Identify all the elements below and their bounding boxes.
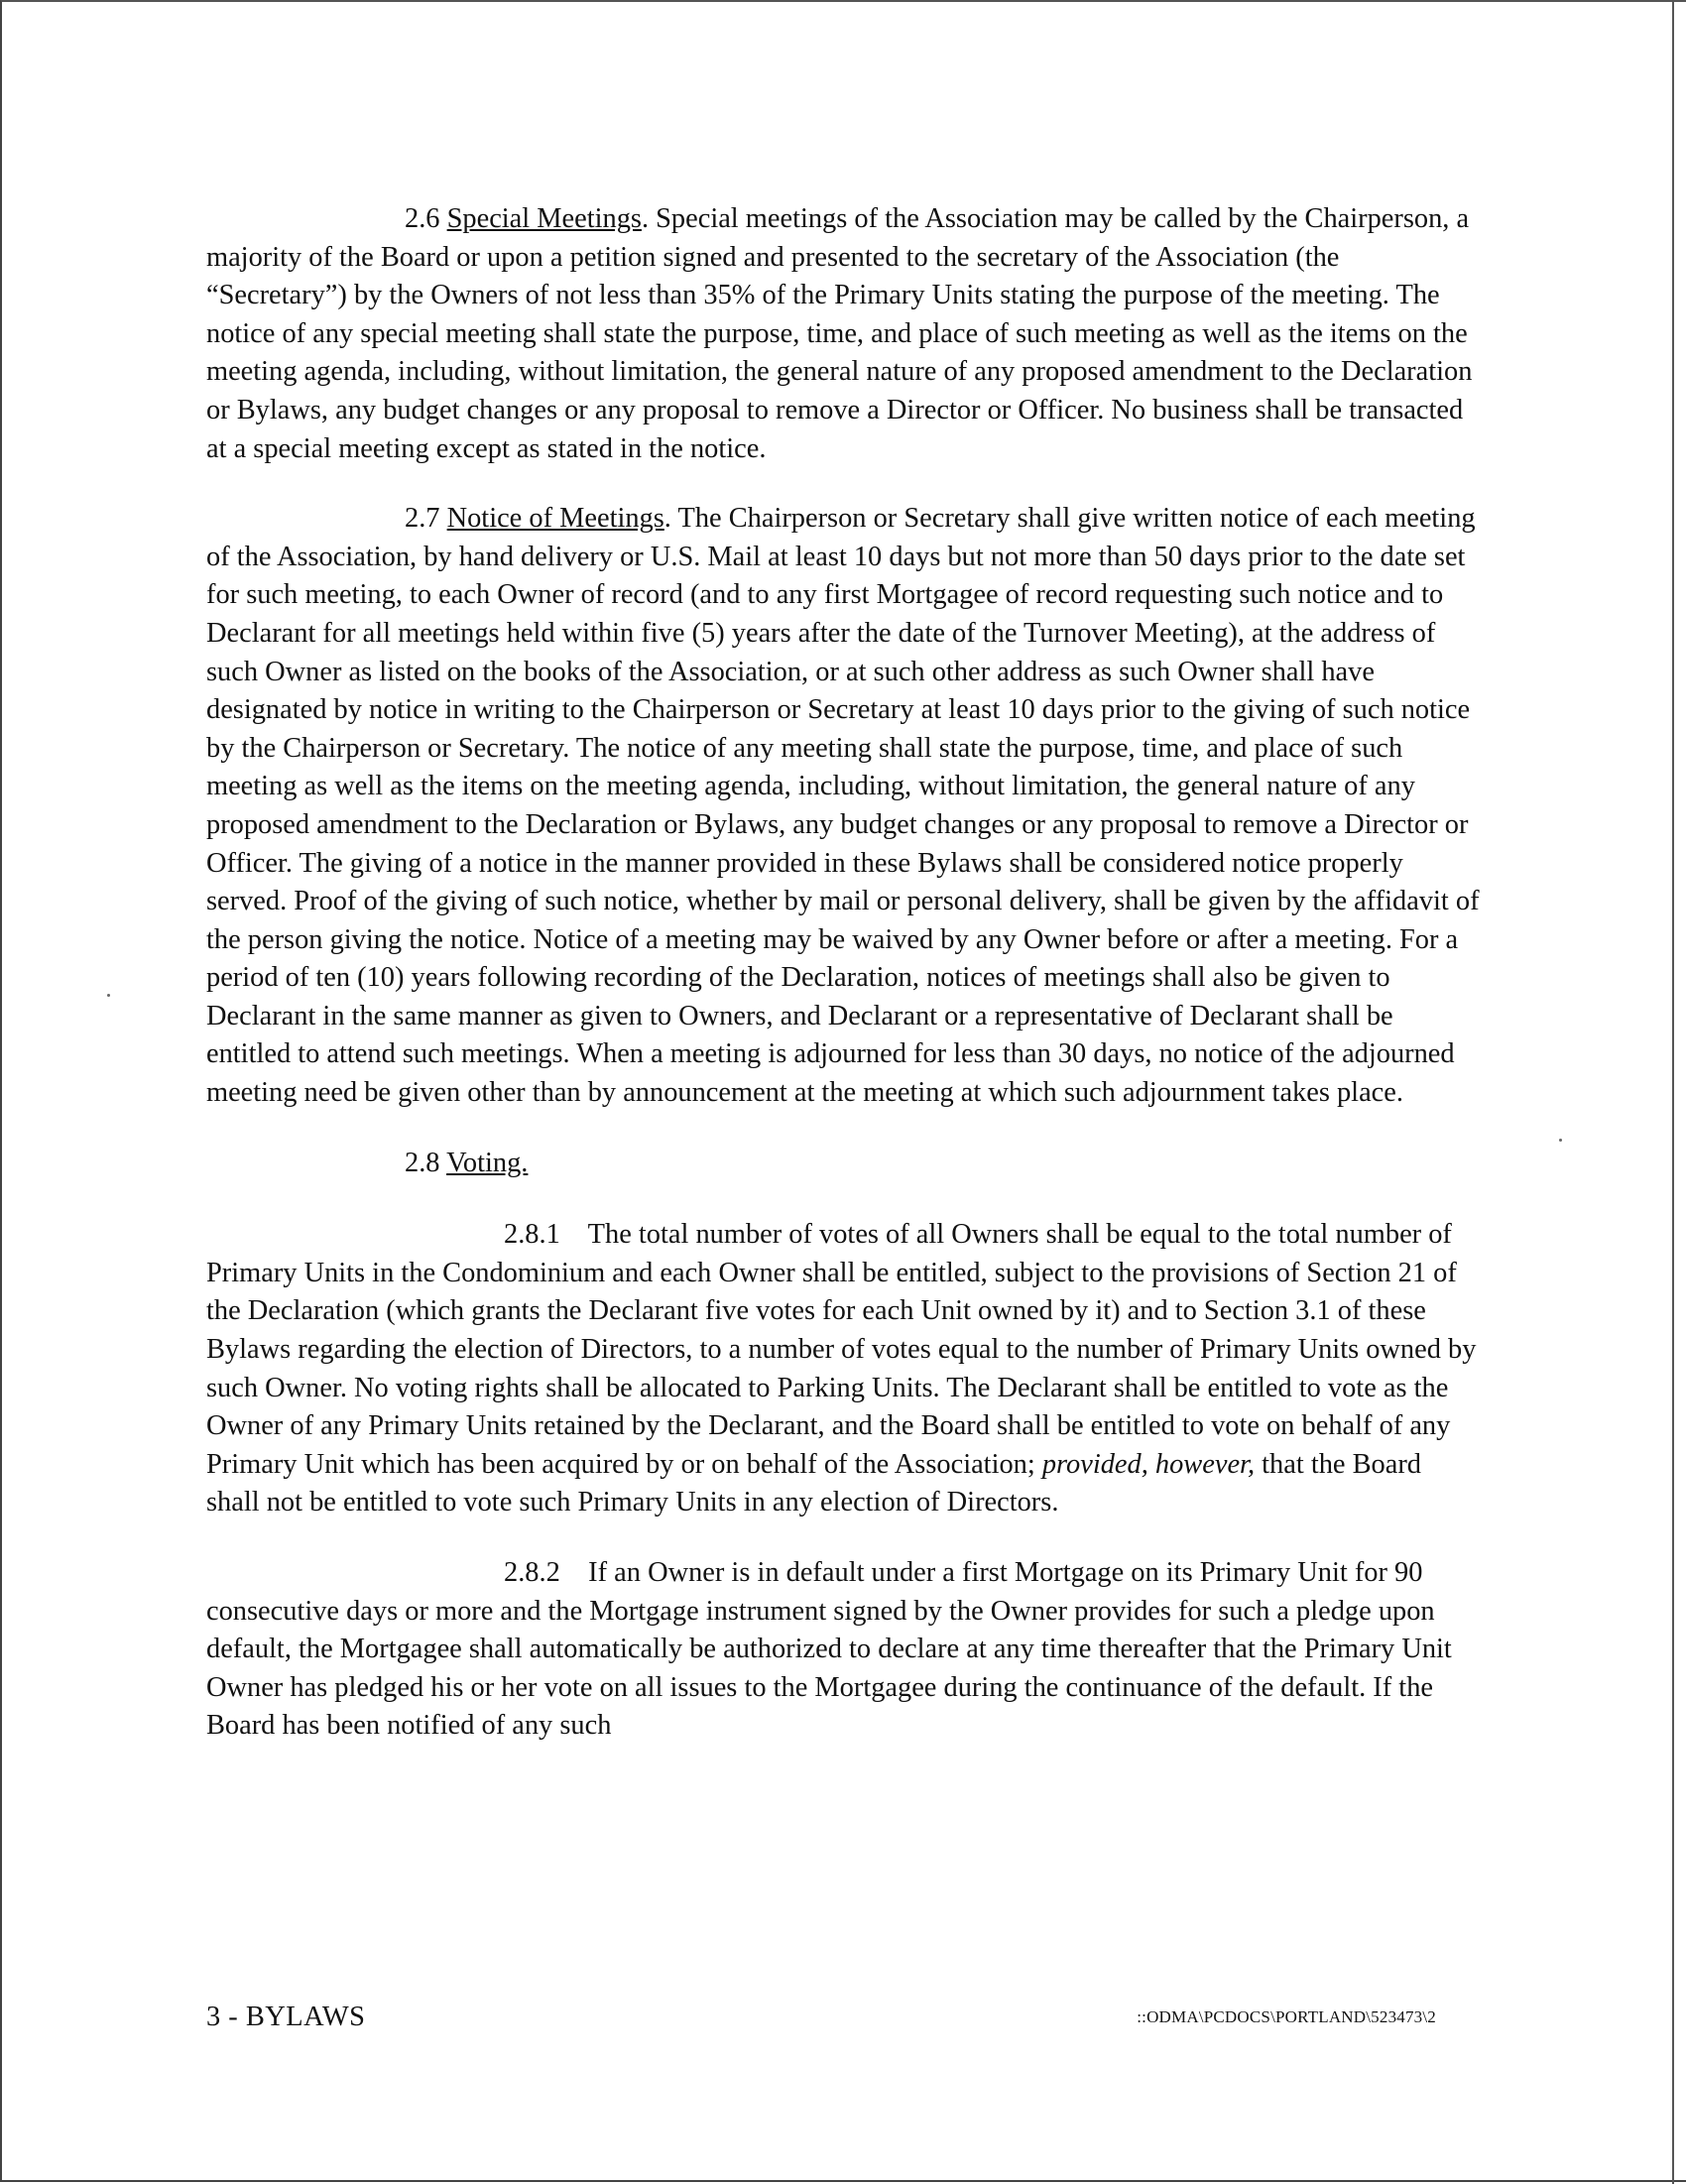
- section-text: that the Board shall not be entitled to vote such Primary Units in any election of Directors.: [206, 1448, 1422, 1518]
- section-2-8-2: [206, 1554, 1480, 1746]
- footer-page-label: 3 - BYLAWS: [206, 2002, 366, 2032]
- section-title: Special Meetings: [446, 203, 642, 234]
- section-2-8: [206, 1145, 1480, 1183]
- section-text-italic: provided, however,: [1041, 1448, 1256, 1480]
- scan-speck: [107, 994, 110, 997]
- section-number: 2.6: [405, 203, 440, 234]
- section-2-6: [206, 200, 1480, 468]
- footer-doc-id: ::ODMA\PCDOCS\PORTLAND\523473\2: [1137, 2007, 1436, 2026]
- section-text: The total number of votes of all Owners shall be equal to the total number of Primary Units in the Condominium and each Owner shall be entitled, subject to the provisions of Section 21 of the Declaration (which grants the Declarant five votes for each Unit owned by it) and to Section 3.1 of these Bylaws regarding the election of Directors, to a number of votes equal to the number of Primary Units owned by such Owner. No voting rights shall be allocated to Parking Units. The Declarant shall be entitled to vote as the Owner of any Primary Units retained by the Declarant, and the Board shall be entitled to vote on behalf of any Primary Unit which has been acquired by or on behalf of the Association;: [206, 1219, 1477, 1480]
- section-number: 2.7: [405, 503, 440, 535]
- section-text: . The Chairperson or Secretary shall give written notice of each meeting of the Association, by hand delivery or U.S. Mail at least 10 days but not more than 50 days prior to the date set for such meeting, to each Owner of record (and to any first Mortgagee of record requesting such notice and to Declarant for all meetings held within five (5) years after the date of the Turnover Meeting), at the address of such Owner as listed on the books of the Association, or at such other address as such Owner shall have designated by notice in writing to the Chairperson or Secretary at least 10 days prior to the giving of such notice by the Chairperson or Secretary. The notice of any meeting shall state the purpose, time, and place of such meeting as well as the items on the meeting agenda, including, without limitation, the general nature of any proposed amendment to the Declaration or Bylaws, any budget changes or any proposal to remove a Director or Officer. The giving of a notice in the manner provided in these Bylaws shall be considered notice properly served. Proof of the giving of such notice, whether by mail or personal delivery, shall be given by the affidavit of the person giving the notice. Notice of a meeting may be waived by any Owner before or after a meeting. For a period of ten (10) years following recording of the Declaration, notices of meetings shall also be given to Declarant in the same manner as given to Owners, and Declarant or a representative of Declarant shall be entitled to attend such meetings. When a meeting is adjourned for less than 30 days, no notice of the adjourned meeting need be given other than by announcement at the meeting at which such adjournment takes place.: [206, 503, 1480, 1109]
- page-edge: [1672, 2, 1674, 2184]
- section-text: If an Owner is in default under a first Mortgage on its Primary Unit for 90 consecutive days or more and the Mortgage instrument signed by the Owner provides for such a pledge upon default, the Mortgagee shall automatically be authorized to declare at any time thereafter that the Primary Unit Owner has pledged his or her vote on all issues to the Mortgagee during the continuance of the default. If the Board has been notified of any such: [206, 1557, 1452, 1742]
- section-number: 2.8.1: [504, 1219, 560, 1251]
- section-title: Notice of Meetings: [446, 503, 664, 535]
- section-text: . Special meetings of the Association may be called by the Chairperson, a majority of the Board or upon a petition signed and presented to the secretary of the Association (the “Secretary”) by the Owners of not less than 35% of the Primary Units stating the purpose of the meeting. The notice of any special meeting shall state the purpose, time, and place of such meeting as well as the items on the meeting agenda, including, without limitation, the general nature of any proposed amendment to the Declaration or Bylaws, any budget changes or any proposal to remove a Director or Officer. No business shall be transacted at a special meeting except as stated in the notice.: [206, 203, 1473, 464]
- section-number: 2.8: [405, 1147, 440, 1178]
- section-number: 2.8.2: [504, 1557, 560, 1588]
- section-2-7: [206, 500, 1480, 1113]
- scan-speck: [1559, 1139, 1562, 1142]
- section-2-8-1: [206, 1216, 1480, 1522]
- section-title: Voting.: [446, 1147, 529, 1178]
- bylaws-body: [206, 200, 1480, 1777]
